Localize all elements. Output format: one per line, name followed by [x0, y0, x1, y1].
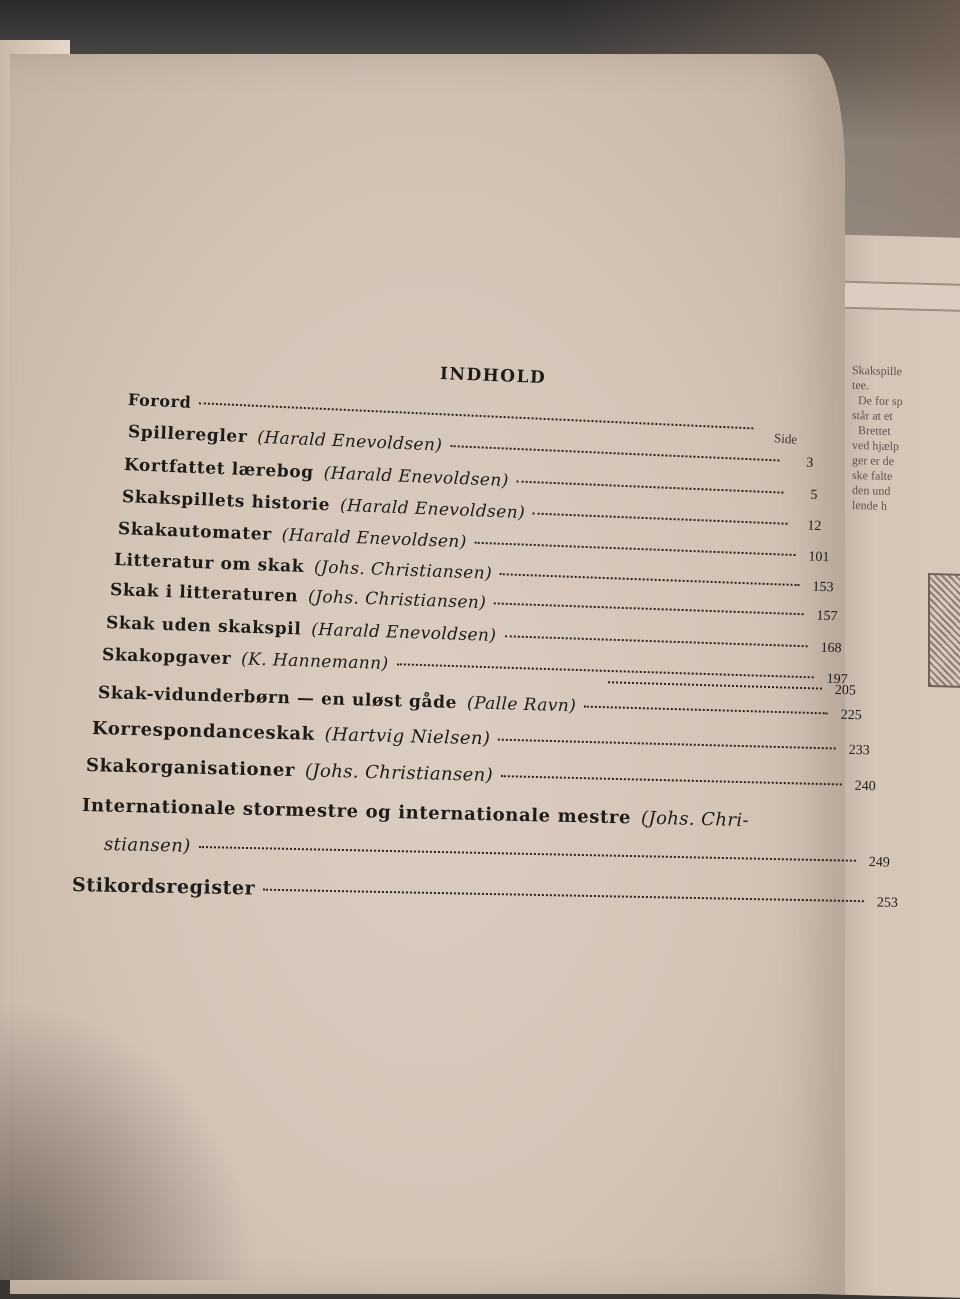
toc-entry-page: 225 — [840, 707, 862, 724]
toc-entry-title: Skak i litteraturen — [109, 580, 299, 607]
toc-entry-page: 5 — [810, 487, 818, 504]
toc-entry — [92, 718, 870, 759]
dot-leader — [584, 706, 828, 715]
toc-heading: INDHOLD — [439, 364, 547, 389]
toc-entry-page — [761, 434, 787, 435]
dot-leader — [504, 635, 807, 647]
toc-entry-title: Skak-vidunderbørn — en uløst gåde — [97, 683, 458, 714]
toc-entry-title: Spilleregler — [127, 422, 248, 448]
toc-entry-title: Skakopgaver — [101, 645, 232, 670]
toc-entry-title: Forord — [127, 390, 192, 412]
toc-entry-author: (Harald Enevoldsen) — [310, 619, 497, 646]
toc-entry-author: (Johs. Chri- — [640, 807, 750, 832]
toc-entry-author: (Palle Ravn) — [466, 693, 577, 717]
dot-leader — [263, 889, 864, 903]
toc-entry-title: Stikordsregister — [71, 874, 256, 900]
page-column-label: Side — [773, 430, 798, 447]
toc-entry-page: 101 — [808, 549, 830, 566]
toc-entry-page: 240 — [854, 778, 876, 795]
toc-entry-page: 157 — [816, 608, 838, 625]
toc-entry-page: 233 — [848, 742, 870, 759]
toc-entry-title: Internationale stormestre og internationale mestre — [81, 795, 632, 829]
dot-leader — [501, 775, 842, 785]
toc-entry-author: (K. Hannemann) — [240, 649, 389, 675]
toc-entry-page: 197 — [826, 671, 848, 688]
toc-entry-page: 168 — [820, 640, 842, 657]
toc-entry — [82, 795, 872, 834]
facing-page-text-fragment: Skakspille tee. De for sp står at et Brettet ved hjælp ger er de ske falte den und lende h — [852, 362, 903, 513]
dot-leader — [199, 846, 856, 862]
dot-leader — [533, 513, 788, 525]
toc-entry-title: Korrespondanceskak — [91, 718, 315, 745]
toc-entry-title: Skak uden skakspil — [105, 613, 302, 640]
toc-entry-page: 253 — [876, 895, 898, 911]
dot-leader — [608, 681, 822, 689]
toc-entry — [72, 874, 898, 912]
toc-entry-author: (Harald Enevoldsen) — [281, 525, 468, 553]
dot-leader — [498, 739, 835, 750]
dot-leader — [517, 480, 784, 493]
toc-entry-title: Skakorganisationer — [85, 755, 296, 782]
dot-leader — [494, 602, 803, 615]
toc-entry-title: Skakspillets historie — [121, 487, 331, 516]
toc-entry-page: 153 — [812, 579, 834, 596]
toc-entry-title: Litteratur om skak — [113, 550, 305, 577]
toc-entry-page: 3 — [805, 455, 814, 471]
toc-entry-author: (Harald Enevoldsen) — [323, 463, 510, 492]
dot-leader — [500, 573, 800, 586]
toc-entry-continuation — [104, 834, 890, 871]
toc-entry-page: 205 — [834, 682, 857, 699]
toc-entry-author: (Hartvig Nielsen) — [324, 724, 491, 750]
dot-leader — [475, 542, 796, 556]
toc-entry-page: 249 — [868, 855, 890, 871]
toc-entry-author: stiansen) — [103, 834, 191, 857]
toc-entry-title: Skakautomater — [117, 519, 273, 545]
toc-entry-author: (Johs. Christiansen) — [307, 586, 487, 614]
toc-entry-author: (Harald Enevoldsen) — [339, 495, 526, 524]
toc-entry — [86, 755, 876, 795]
toc-entry-author: (Johs. Christiansen) — [313, 557, 493, 584]
toc-entry-author: (Harald Enevoldsen) — [256, 427, 443, 456]
dot-leader — [199, 402, 753, 429]
toc-entry-title: Kortfattet lærebog — [123, 455, 315, 483]
dot-leader — [450, 445, 779, 461]
toc-entry-author: (Johs. Christiansen) — [304, 760, 494, 786]
toc-entry-page: 12 — [807, 518, 822, 535]
